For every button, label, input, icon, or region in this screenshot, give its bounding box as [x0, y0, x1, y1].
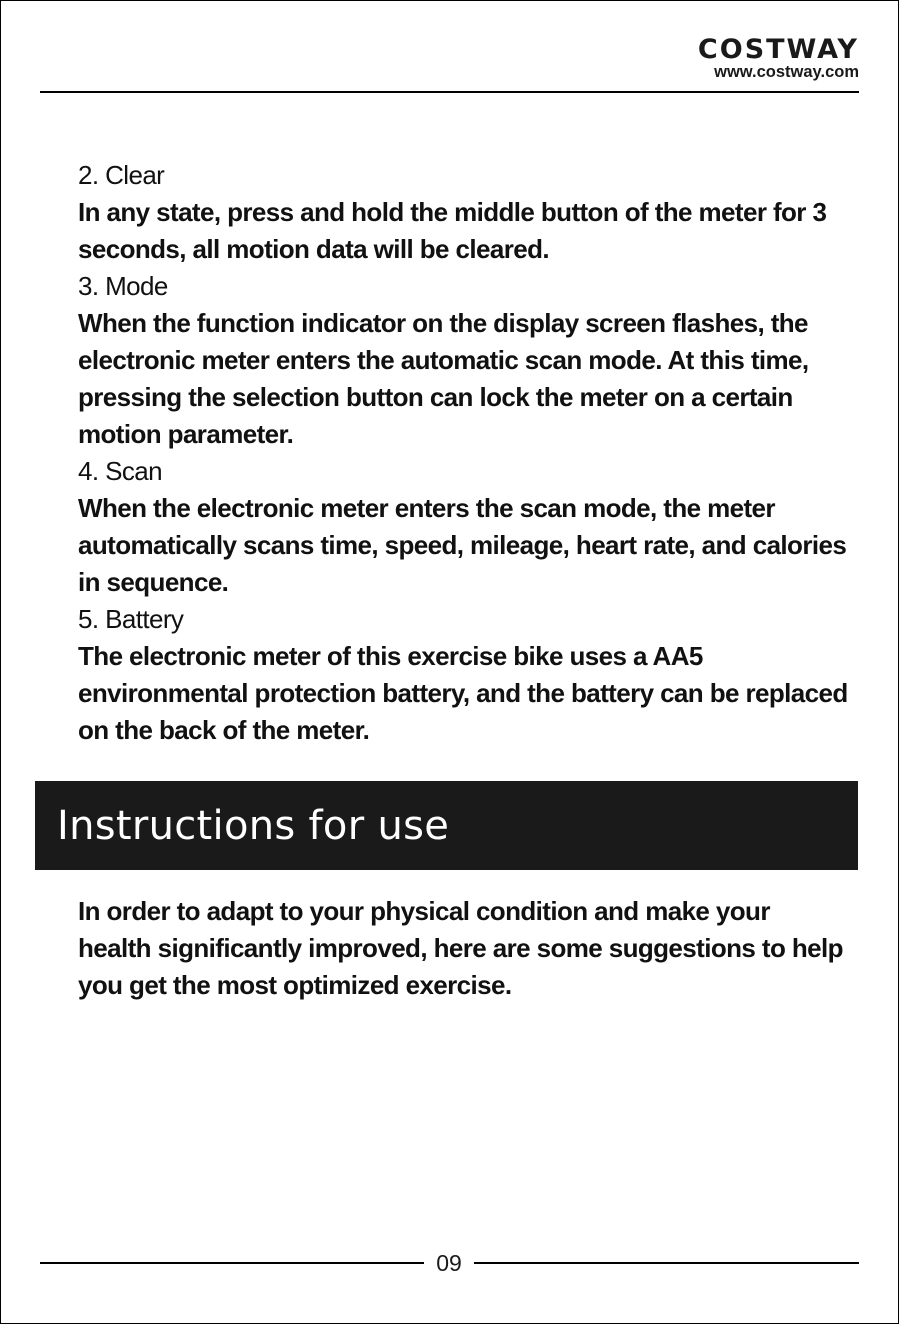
section-heading-mode: 3. Mode [78, 271, 168, 301]
section-body-clear: In any state, press and hold the middle button of the meter for 3 seconds, all motion data will be cleared. [78, 197, 827, 264]
section-body-mode: When the function indicator on the display screen flashes, the electronic meter enters the automatic scan mode. At this time, pressing the selection button can lock the meter on a certain motion parameter. [78, 308, 809, 449]
page-number: 09 [436, 1250, 462, 1276]
section-banner [35, 781, 858, 870]
website-url: www.costway.com [714, 63, 859, 81]
brand-logo: COSTWAY [697, 34, 859, 65]
section-heading-scan: 4. Scan [78, 456, 162, 486]
intro-paragraph: In order to adapt to your physical condition and make your health significantly improved, here are some suggestions to help you get the most optimized exercise. [78, 896, 843, 1000]
section-heading-clear: 2. Clear [78, 160, 165, 190]
header-divider [40, 91, 859, 93]
section-body-scan: When the electronic meter enters the scan mode, the meter automatically scans time, speed, mileage, heart rate, and calories in sequence. [78, 493, 847, 597]
banner-title: Instructions for use [57, 803, 450, 849]
manual-content [78, 157, 848, 749]
section-body-battery: The electronic meter of this exercise bike uses a AA5 environmental protection battery, and the battery can be replaced on the back of the meter. [78, 641, 848, 745]
section-heading-battery: 5. Battery [78, 604, 184, 634]
footer-divider-left [40, 1262, 424, 1264]
page-header [698, 36, 859, 81]
footer-divider-right [474, 1262, 859, 1264]
